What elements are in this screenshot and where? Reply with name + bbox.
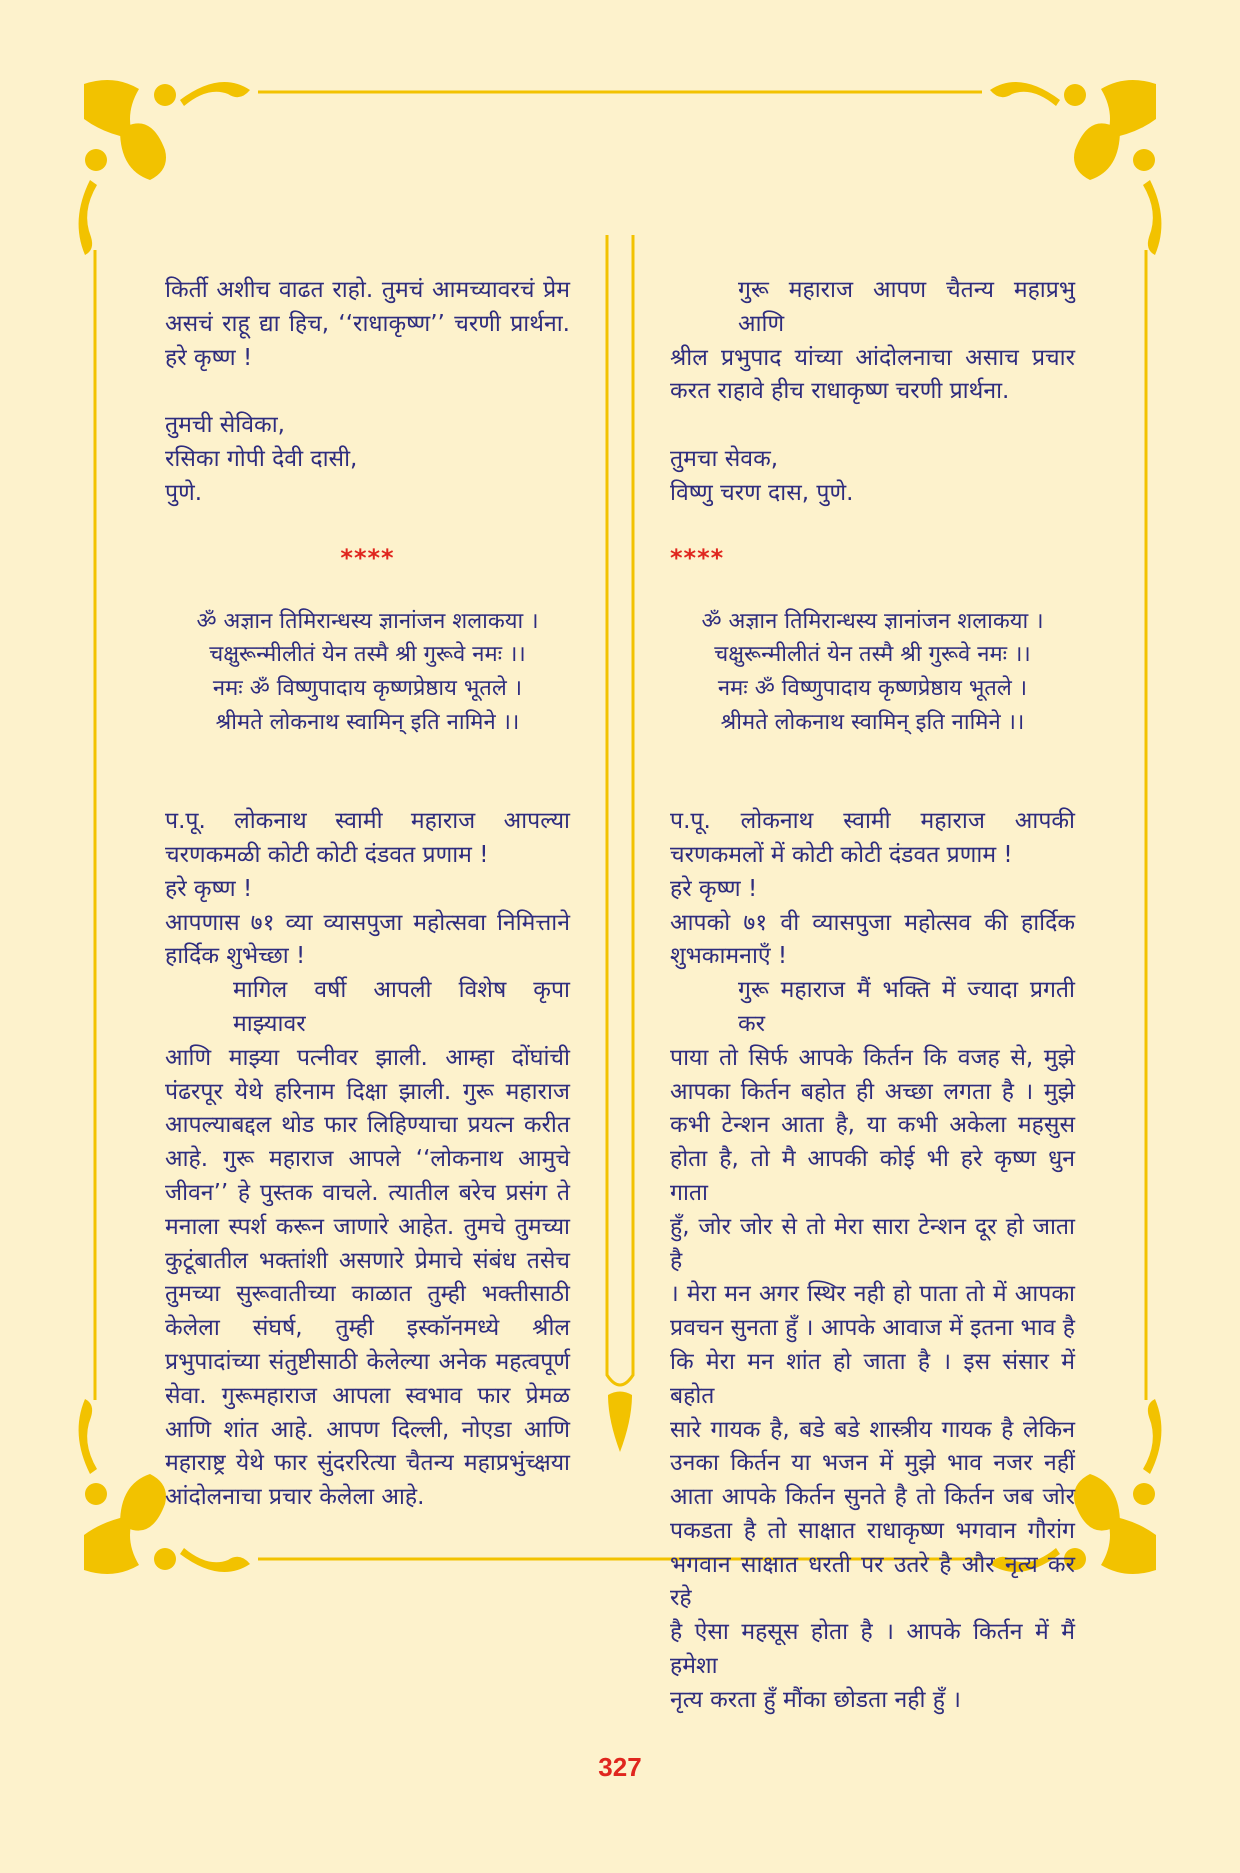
text-line: आपल्याबद्दल थोड फार लिहिण्याचा प्रयत्न करीत bbox=[165, 1112, 570, 1139]
text-line: विष्णु चरण दास, पुणे. bbox=[670, 479, 854, 506]
separator-stars: **** bbox=[670, 543, 725, 572]
text-line: तुमचा सेवक, bbox=[670, 446, 779, 473]
text-line: चरणकमळी कोटी कोटी दंडवत प्रणाम ! bbox=[165, 841, 489, 868]
right-shloka bbox=[670, 605, 1075, 739]
text-line: होता है, तो मै आपकी कोई भी हरे कृष्ण धुन गाता bbox=[670, 1146, 1075, 1206]
text-line: पुणे. bbox=[165, 479, 203, 506]
text-line: पकडता है तो साक्षात राधाकृष्ण भगवान गौरांग bbox=[670, 1517, 1075, 1544]
text-line: तुमची सेविका, bbox=[165, 412, 285, 439]
left-body bbox=[165, 805, 570, 1515]
text-line: असचं राहू द्या हिच, ‘‘राधाकृष्ण’’ चरणी प्रार्थना. bbox=[165, 310, 570, 337]
text-line: हुँ, जोर जोर से तो मेरा सारा टेन्शन दूर हो जाता है bbox=[670, 1213, 1075, 1274]
text-line: केलेला संघर्ष, तुम्ही इस्कॉनमध्ये श्रील bbox=[165, 1315, 570, 1342]
text-line: आपणास ७१ व्या व्यासपुजा महोत्सवा निमित्ताने bbox=[165, 909, 570, 936]
text-line: सारे गायक है, बडे बडे शास्त्रीय गायक है लेकिन bbox=[670, 1416, 1075, 1443]
text-line: उनका किर्तन या भजन में मुझे भाव नजर नहीं bbox=[670, 1450, 1075, 1477]
left-signature bbox=[165, 409, 570, 510]
text-line: प्रभुपादांच्या संतुष्टीसाठी केलेल्या अनेक महत्वपूर्ण bbox=[165, 1348, 570, 1375]
text-line: हरे कृष्ण ! bbox=[165, 344, 253, 371]
text-line: श्रीमते लोकनाथ स्वामिन् इति नामिने ।। bbox=[720, 709, 1025, 735]
left-column bbox=[165, 274, 570, 1515]
text-line: आपका किर्तन बहोत ही अच्छा लगता है । मुझे bbox=[670, 1078, 1075, 1105]
text-line: है ऐसा महसूस होता है । आपके किर्तन में मैं हमेशा bbox=[670, 1619, 1075, 1680]
text-line: मागिल वर्षी आपली विशेष कृपा माझ्यावर bbox=[233, 977, 570, 1037]
text-line: भगवान साक्षात धरती पर उतरे है और नृत्य कर रहे bbox=[670, 1551, 1075, 1612]
text-line: । मेरा मन अगर स्थिर नही हो पाता तो में आपका bbox=[670, 1281, 1075, 1308]
right-signature bbox=[670, 443, 1075, 511]
text-line: चरणकमलों में कोटी कोटी दंडवत प्रणाम ! bbox=[670, 841, 1013, 868]
text-line: ॐ अज्ञान तिमिरान्धस्य ज्ञानांजन शलाकया । bbox=[701, 608, 1044, 634]
text-line: कभी टेन्शन आता है, या कभी अकेला महसुस bbox=[670, 1112, 1075, 1139]
text-line: नृत्य करता हुँ मौंका छोडता नही हुँ । bbox=[670, 1686, 961, 1713]
text-line: श्रील प्रभुपाद यांच्या आंदोलनाचा असाच प्रचार bbox=[670, 344, 1075, 371]
text-line: आणि शांत आहे. आपण दिल्ली, नोएडा आणि bbox=[165, 1416, 570, 1443]
text-line: ॐ अज्ञान तिमिरान्धस्य ज्ञानांजन शलाकया । bbox=[196, 608, 539, 634]
text-line: करत राहावे हीच राधाकृष्ण चरणी प्रार्थना. bbox=[670, 378, 1010, 405]
right-column bbox=[670, 274, 1075, 1718]
text-line: मनाला स्पर्श करून जाणारे आहेत. तुमचे तुमच्या bbox=[165, 1213, 570, 1240]
text-line: आंदोलनाचा प्रचार केलेला आहे. bbox=[165, 1484, 425, 1511]
text-line: आणि माझ्या पत्नीवर झाली. आम्हा दोंघांची bbox=[165, 1044, 570, 1071]
left-shloka bbox=[165, 605, 570, 739]
right-intro bbox=[670, 274, 1075, 409]
text-line: हार्दिक शुभेच्छा ! bbox=[165, 943, 306, 970]
text-line: कि मेरा मन शांत हो जाता है । इस संसार में बहोत bbox=[670, 1348, 1075, 1409]
text-line: नमः ॐ विष्णुपादाय कृष्णप्रेष्ठाय भूतले । bbox=[212, 675, 523, 701]
left-intro bbox=[165, 274, 570, 375]
text-line: रसिका गोपी देवी दासी, bbox=[165, 446, 358, 473]
text-line: गुरू महाराज मैं भक्ति में ज्यादा प्रगती कर bbox=[738, 977, 1075, 1037]
separator-stars: **** bbox=[340, 543, 395, 572]
text-line: शुभकामनाएँ ! bbox=[670, 943, 788, 970]
text-line: सेवा. गुरूमहाराज आपला स्वभाव फार प्रेमळ bbox=[165, 1382, 570, 1409]
text-line: प.पू. लोकनाथ स्वामी महाराज आपल्या bbox=[165, 808, 570, 835]
text-line: आपको ७१ वी व्यासपुजा महोत्सव की हार्दिक bbox=[670, 909, 1075, 936]
text-line: नमः ॐ विष्णुपादाय कृष्णप्रेष्ठाय भूतले । bbox=[717, 675, 1028, 701]
text-line: महाराष्ट्र येथे फार सुंदररित्या चैतन्य महाप्रभुंच्क्षया bbox=[165, 1450, 570, 1477]
text-line: प.पू. लोकनाथ स्वामी महाराज आपकी bbox=[670, 808, 1075, 835]
text-line: आता आपके किर्तन सुनते है तो किर्तन जब जोर bbox=[670, 1484, 1075, 1511]
right-body bbox=[670, 805, 1075, 1718]
text-line: पाया तो सिर्फ आपके किर्तन कि वजह से, मुझे bbox=[670, 1044, 1075, 1071]
text-line: प्रवचन सुनता हुँ । आपके आवाज में इतना भाव है bbox=[670, 1315, 1075, 1342]
text-line: कुटूंबातील भक्तांशी असणारे प्रेमाचे संबंध तसेच bbox=[165, 1247, 570, 1274]
text-line: पंढरपूर येथे हरिनाम दिक्षा झाली. गुरू महाराज bbox=[165, 1078, 570, 1105]
text-line: हरे कृष्ण ! bbox=[165, 875, 253, 902]
text-line: चक्षुरून्मीलीतं येन तस्मै श्री गुरूवे नमः ।। bbox=[209, 642, 526, 668]
text-line: आहे. गुरू महाराज आपले ‘‘लोकनाथ आमुचे bbox=[165, 1146, 570, 1173]
text-line: चक्षुरून्मीलीतं येन तस्मै श्री गुरूवे नमः ।। bbox=[714, 642, 1031, 668]
text-line: हरे कृष्ण ! bbox=[670, 875, 758, 902]
text-line: श्रीमते लोकनाथ स्वामिन् इति नामिने ।। bbox=[215, 709, 520, 735]
page-number: 327 bbox=[598, 1751, 642, 1782]
text-line: जीवन’’ हे पुस्तक वाचले. त्यातील बरेच प्रसंग ते bbox=[165, 1179, 570, 1206]
text-line: तुमच्या सुरूवातीच्या काळात तुम्ही भक्तीसाठी bbox=[165, 1281, 570, 1308]
text-line: किर्ती अशीच वाढत राहो. तुमचं आमच्यावरचं प्रेम bbox=[165, 277, 570, 303]
text-line: गुरू महाराज आपण चैतन्य महाप्रभु आणि bbox=[738, 277, 1075, 337]
